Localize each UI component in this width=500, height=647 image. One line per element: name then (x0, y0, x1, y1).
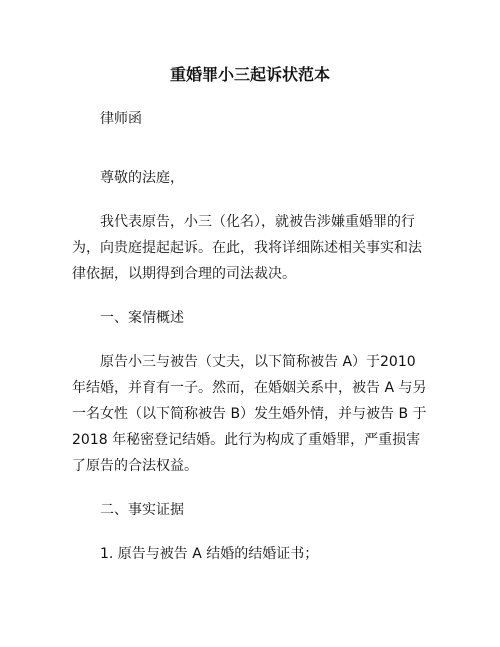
evidence-item-1: 1. 原告与被告 A 结婚的结婚证书； (100, 546, 319, 562)
document-heading: 律师函 (100, 111, 142, 127)
section-1-text: 原告小三与被告（丈夫，以下简称被告 A）于2010 年结婚，并育有一子。然而，在婚姻关系中，被告 A 与另一名女性（以下简称被告 B）发生婚外情，并与被告 B 于 2018 年秘密登记结婚。此行为构成了重婚罪，严重损害了原告的合法权益。 (72, 354, 427, 474)
section-1-title: 一、案情概述 (100, 310, 184, 326)
document-body (72, 106, 428, 567)
section-2-title: 二、事实证据 (100, 502, 184, 518)
document-title: 重婚罪小三起诉状范本 (169, 65, 330, 84)
intro-paragraph: 我代表原告，小三（化名），就被告涉嫌重婚罪的行为，向贵庭提起起诉。在此，我将详细陈述相关事实和法律依据，以期得到合理的司法裁决。 (72, 214, 422, 282)
salutation: 尊敬的法庭， (100, 170, 184, 186)
